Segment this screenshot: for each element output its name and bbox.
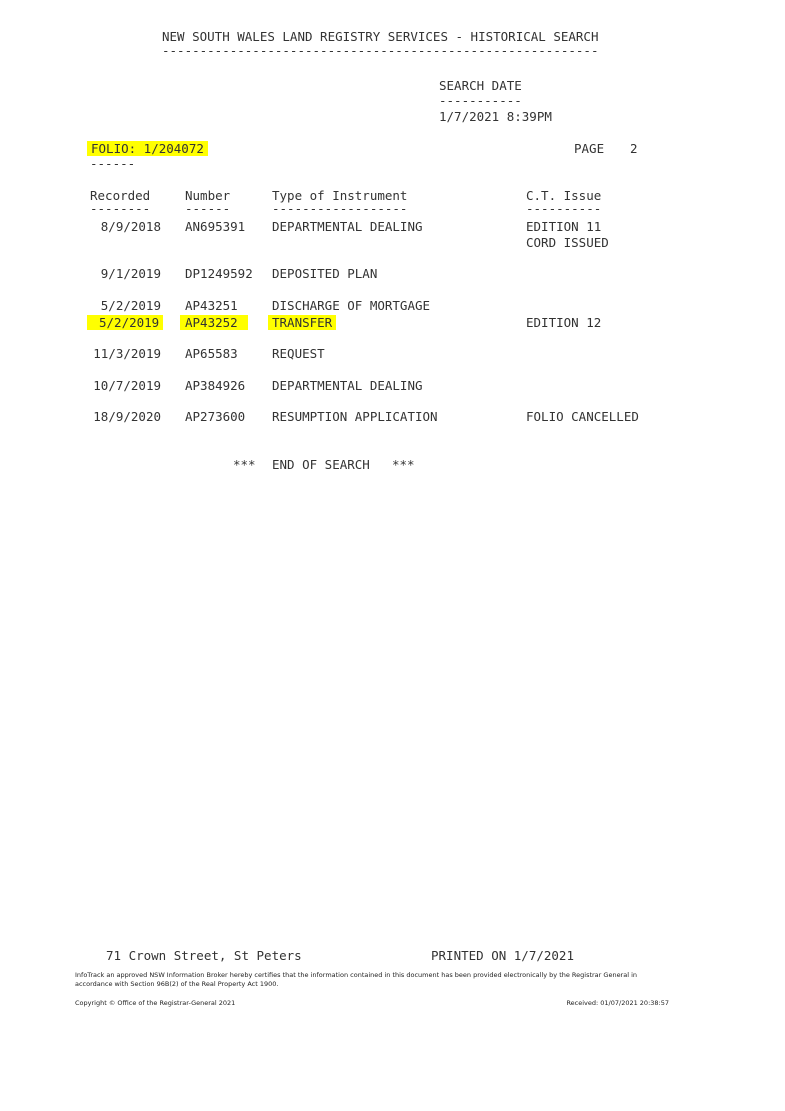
end-of-search-text: END OF SEARCH: [272, 457, 370, 472]
table-row-recorded: 11/3/2019: [93, 346, 161, 361]
folio-identifier: FOLIO: 1/204072: [87, 141, 208, 156]
search-date-underline: -----------: [439, 93, 522, 108]
table-row-recorded: 5/2/2019: [100, 298, 161, 313]
table-row-type: DEPOSITED PLAN: [272, 266, 378, 281]
col-rule-number: ------: [185, 201, 231, 216]
footer-copyright: Copyright © Office of the Registrar-General 2021: [75, 999, 236, 1007]
table-row-type: DEPARTMENTAL DEALING: [272, 378, 423, 393]
table-row-number: AP384926: [185, 378, 246, 393]
col-header-ct-issue: C.T. Issue: [526, 188, 602, 203]
footer-address: 71 Crown Street, St Peters: [106, 948, 302, 963]
table-row-ct-issue: EDITION 11: [526, 219, 602, 234]
table-row-type: DISCHARGE OF MORTGAGE: [272, 298, 431, 313]
col-header-type: Type of Instrument: [272, 188, 408, 203]
table-row-number: AP273600: [185, 409, 246, 424]
table-row-number: AP43251: [185, 298, 238, 313]
table-row-type: RESUMPTION APPLICATION: [272, 409, 438, 424]
col-header-number: Number: [185, 188, 231, 203]
table-row-recorded: 18/9/2020: [93, 409, 161, 424]
col-rule-ct-issue: ----------: [526, 201, 602, 216]
document-title: NEW SOUTH WALES LAND REGISTRY SERVICES - HISTORICAL SEARCH: [162, 29, 599, 44]
table-row-recorded-highlight: 5/2/2019: [87, 315, 163, 330]
title-underline: ----------------------------------------------------------: [162, 43, 599, 58]
search-date-label: SEARCH DATE: [439, 78, 522, 93]
table-row-type-highlight: TRANSFER: [268, 315, 336, 330]
page-label: PAGE: [574, 141, 605, 156]
footer-certification: InfoTrack an approved NSW Information Broker hereby certifies that the information contained in this document has been provided electronically by the Registrar General in accordance with Section 96B(2) of the Real Property Act 1900.: [75, 971, 638, 988]
end-of-search-stars-left: ***: [233, 457, 256, 472]
table-row-number-highlight: AP43252: [180, 315, 248, 330]
table-row-number: AP65583: [185, 346, 238, 361]
table-row-number: DP1249592: [185, 266, 253, 281]
footer-printed-date: PRINTED ON 1/7/2021: [431, 948, 574, 963]
page-number: 2: [630, 141, 638, 156]
table-row-type: REQUEST: [272, 346, 325, 361]
table-row-recorded: 10/7/2019: [93, 378, 161, 393]
footer-received-timestamp: Received: 01/07/2021 20:38:57: [566, 999, 669, 1007]
table-row-ct-issue-note: CORD ISSUED: [526, 235, 609, 250]
search-date-value: 1/7/2021 8:39PM: [439, 109, 552, 124]
table-row-ct-issue: EDITION 12: [526, 315, 602, 330]
table-row-number: AN695391: [185, 219, 246, 234]
table-row-type: DEPARTMENTAL DEALING: [272, 219, 423, 234]
table-row-recorded: 8/9/2018: [100, 219, 161, 234]
col-header-recorded: Recorded: [90, 188, 151, 203]
col-rule-recorded: --------: [90, 201, 151, 216]
folio-underline: ------: [90, 156, 136, 171]
table-row-ct-issue: FOLIO CANCELLED: [526, 409, 639, 424]
table-row-recorded: 9/1/2019: [100, 266, 161, 281]
col-rule-type: ------------------: [272, 201, 408, 216]
end-of-search-stars-right: ***: [392, 457, 415, 472]
